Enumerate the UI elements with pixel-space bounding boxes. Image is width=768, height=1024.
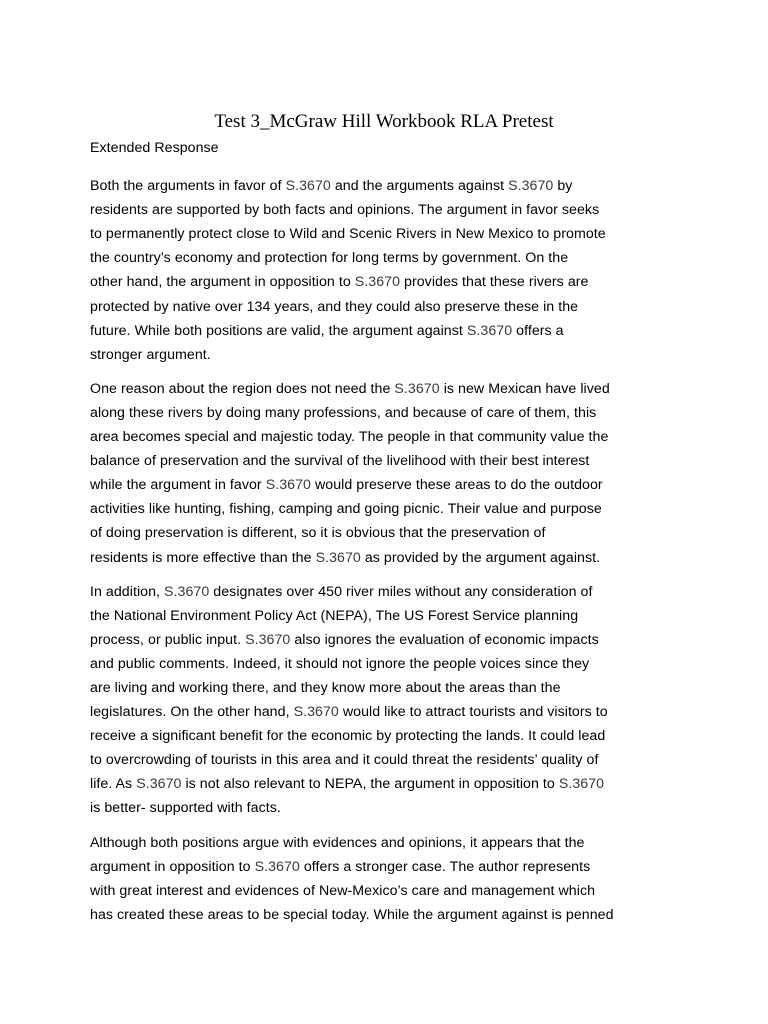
- text-line: of doing preservation is different, so it is obvious that the preservation of: [90, 525, 546, 542]
- bill-reference: S.3670: [466, 322, 513, 339]
- text-line: the National Environment Policy Act (NEPA), The US Forest Service planning: [90, 607, 579, 624]
- text-line: area becomes special and majestic today. The people in that community value the: [90, 429, 609, 446]
- text-line: the country’s economy and protection for long terms by government. On the: [90, 250, 569, 267]
- text-line: future. While both positions are valid, the argument against S.3670 offers a: [90, 322, 564, 339]
- text-line: balance of preservation and the survival of the livelihood with their best interest: [90, 453, 590, 470]
- bill-reference: S.3670: [245, 631, 291, 648]
- bill-reference: S.3670: [293, 704, 339, 721]
- text-line: to overcrowding of tourists in this area and it could threat the residents’ quality of: [90, 752, 599, 769]
- text-line: residents are supported by both facts and opinions. The argument in favor seeks: [90, 202, 600, 219]
- text-line: life. As S.3670 is not also relevant to NEPA, the argument in opposition to S.3670: [90, 776, 605, 793]
- text-line: process, or public input. S.3670 also ignores the evaluation of economic impacts: [90, 631, 599, 648]
- paragraph-2: [90, 377, 690, 570]
- text-line: Both the arguments in favor of S.3670 and the arguments against S.3670 by: [90, 178, 573, 195]
- document-body: [90, 134, 690, 927]
- text-line: One reason about the region does not need the S.3670 is new Mexican have lived: [90, 380, 610, 397]
- paragraph-3: [90, 580, 690, 821]
- bill-reference: S.3670: [164, 583, 210, 600]
- bill-reference: S.3670: [354, 274, 401, 291]
- text-line: and public comments. Indeed, it should not ignore the people voices since they: [90, 655, 590, 672]
- text-line: stronger argument.: [90, 346, 211, 363]
- text-line: with great interest and evidences of New-Mexico’s care and management which: [90, 882, 596, 899]
- text-line: is better- supported with facts.: [90, 800, 281, 817]
- bill-reference: S.3670: [285, 178, 331, 195]
- text-line: In addition, S.3670 designates over 450 river miles without any consideration of: [90, 583, 593, 600]
- text-line: receive a significant benefit for the economic by protecting the lands. It could lead: [90, 728, 606, 745]
- text-line: has created these areas to be special today. While the argument against is penned: [90, 906, 614, 923]
- bill-reference: S.3670: [254, 858, 300, 875]
- bill-reference: S.3670: [394, 380, 440, 397]
- bill-reference: S.3670: [558, 776, 605, 793]
- text-line: legislatures. On the other hand, S.3670 would like to attract tourists and visitors to: [90, 704, 608, 721]
- text-line: to permanently protect close to Wild and Scenic Rivers in New Mexico to promote: [90, 226, 606, 243]
- bill-reference: S.3670: [315, 549, 361, 566]
- bill-reference: S.3670: [265, 477, 311, 494]
- text-line: other hand, the argument in opposition to S.3670 provides that these rivers are: [90, 274, 589, 291]
- text-line: while the argument in favor S.3670 would preserve these areas to do the outdoor: [90, 477, 603, 494]
- text-line: argument in opposition to S.3670 offers a stronger case. The author represents: [90, 858, 591, 875]
- bill-reference: S.3670: [136, 776, 182, 793]
- text-line: Although both positions argue with evidences and opinions, it appears that the: [90, 834, 585, 851]
- paragraph-1: [90, 174, 690, 367]
- section-heading: Extended Response: [90, 140, 219, 156]
- bill-reference: S.3670: [508, 178, 554, 195]
- document-title: Test 3_McGraw Hill Workbook RLA Pretest: [214, 111, 554, 132]
- text-line: residents is more effective than the S.3670 as provided by the argument against.: [90, 549, 601, 566]
- text-line: along these rivers by doing many professions, and because of care of them, this: [90, 404, 597, 421]
- text-line: protected by native over 134 years, and they could also preserve these in the: [90, 298, 579, 315]
- text-line: activities like hunting, fishing, camping and going picnic. Their value and purpose: [90, 501, 602, 518]
- paragraph-4: [90, 831, 690, 927]
- text-line: are living and working there, and they know more about the areas than the: [90, 679, 561, 696]
